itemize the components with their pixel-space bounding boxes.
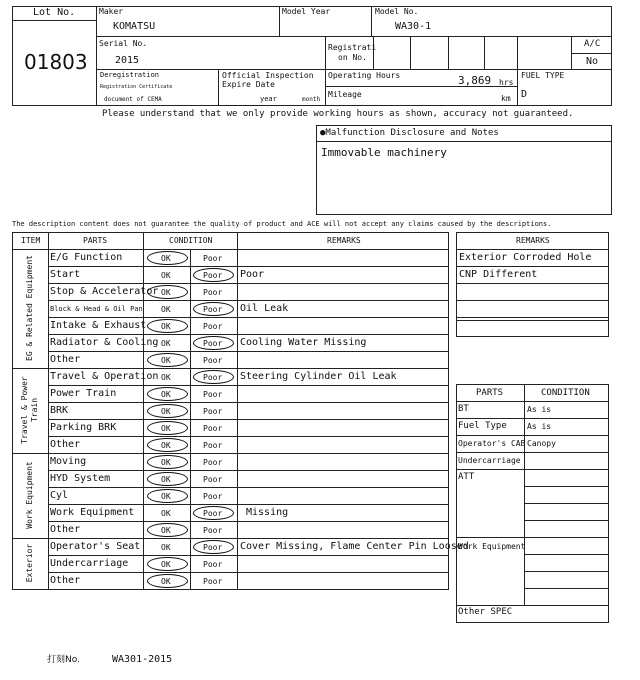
right-remark-line: CNP Different <box>459 269 538 280</box>
fuel-type-value: D <box>521 89 528 100</box>
row-part: Radiator & Cooling <box>50 337 159 348</box>
condition-ok[interactable]: OK <box>161 254 171 263</box>
row-part: Travel & Operation <box>50 371 159 382</box>
mileage-label: Mileage <box>328 90 362 99</box>
spec-part: Fuel Type <box>458 421 507 431</box>
serial-value: 2015 <box>115 55 140 66</box>
row-part: E/G Function <box>50 252 123 263</box>
condition-poor[interactable]: Poor <box>203 288 223 297</box>
condition-poor[interactable]: Poor <box>203 356 223 365</box>
right-remarks-header: REMARKS <box>516 236 550 245</box>
model-year-label: Model Year <box>282 7 331 16</box>
group-work-equipment: Work Equipment <box>25 460 34 529</box>
row-remark: Steering Cylinder Oil Leak <box>240 371 397 382</box>
right-remark-line: Exterior Corroded Hole <box>459 252 592 263</box>
table-row <box>0 573 448 590</box>
group-travel-power: Travel & Power Train <box>20 375 39 444</box>
model-no-value: WA30-1 <box>395 21 432 32</box>
maker-label: Maker <box>99 7 124 16</box>
condition-ok[interactable]: OK <box>161 390 171 399</box>
condition-poor[interactable]: Poor <box>203 577 223 586</box>
spec-parts-header: PARTS <box>476 388 504 398</box>
table-row <box>0 437 448 454</box>
condition-poor[interactable]: Poor <box>203 560 223 569</box>
row-remark: Cooling Water Missing <box>240 337 367 348</box>
spec-other-label: Other SPEC <box>458 607 513 617</box>
table-row <box>0 454 448 471</box>
col-header-remarks: REMARKS <box>327 236 361 245</box>
row-part: Other <box>50 575 81 586</box>
row-part: Start <box>50 269 81 280</box>
row-part: Other <box>50 524 81 535</box>
condition-ok[interactable]: OK <box>161 458 171 467</box>
operating-hours-value: 3,869 <box>458 74 492 87</box>
table-row <box>0 403 448 420</box>
selection-circle <box>147 438 188 452</box>
condition-ok[interactable]: OK <box>161 288 171 297</box>
condition-poor[interactable]: Poor <box>203 543 223 552</box>
condition-poor[interactable]: Poor <box>203 526 223 535</box>
row-part: Moving <box>50 456 87 467</box>
row-part: Cyl <box>50 490 69 501</box>
lot-label: Lot No. <box>33 7 76 18</box>
condition-poor[interactable]: Poor <box>203 390 223 399</box>
inspection-label-1: Official Inspection <box>222 71 314 80</box>
registration-label-2: on No. <box>338 53 367 62</box>
spec-part: Operator's CAB <box>458 439 526 448</box>
row-remark: Poor <box>240 269 265 280</box>
row-part: Operator's Seat <box>50 541 141 552</box>
selection-circle <box>147 489 188 503</box>
condition-ok[interactable]: OK <box>161 543 171 552</box>
selection-circle <box>147 353 188 367</box>
row-remark: Missing <box>246 507 289 518</box>
spec-part: BT <box>458 404 469 414</box>
row-part: Block & Head & Oil Pan <box>50 305 143 313</box>
table-row <box>0 488 448 505</box>
selection-circle <box>147 557 188 571</box>
year-label: year <box>260 95 277 103</box>
ac-label: A/C <box>584 39 601 49</box>
cema-label: document of CEMA <box>104 96 162 103</box>
inspection-label-2: Expire Date <box>222 80 275 89</box>
condition-ok[interactable]: OK <box>161 492 171 501</box>
table-row <box>0 250 448 267</box>
row-part: HYD System <box>50 473 111 484</box>
table-row <box>0 369 448 386</box>
ac-value: No <box>586 56 599 67</box>
condition-poor[interactable]: Poor <box>203 441 223 450</box>
condition-ok[interactable]: OK <box>161 271 171 280</box>
footer-label: 打刻No. <box>47 655 80 665</box>
selection-circle <box>193 268 234 282</box>
condition-poor[interactable]: Poor <box>203 373 223 382</box>
row-part: Parking BRK <box>50 422 117 433</box>
registration-certificate-label: Registration Certificate <box>100 84 173 90</box>
condition-ok[interactable]: OK <box>161 526 171 535</box>
row-part: Stop & Accelerator <box>50 286 159 297</box>
spec-part: ATT <box>458 472 475 482</box>
condition-poor[interactable]: Poor <box>203 254 223 263</box>
table-row <box>0 267 448 284</box>
condition-ok[interactable]: OK <box>161 373 171 382</box>
selection-circle <box>147 387 188 401</box>
serial-label: Serial No. <box>99 39 148 48</box>
selection-circle <box>147 455 188 469</box>
lot-number: 01803 <box>24 50 88 74</box>
row-part: Undercarriage <box>50 558 129 569</box>
condition-poor[interactable]: Poor <box>203 492 223 501</box>
table-row <box>0 539 469 556</box>
condition-ok[interactable]: OK <box>161 441 171 450</box>
condition-poor[interactable]: Poor <box>203 458 223 467</box>
table-row <box>0 301 448 318</box>
condition-ok[interactable]: OK <box>161 305 171 314</box>
month-label: month <box>302 96 321 103</box>
row-part: Work Equipment <box>50 507 135 518</box>
condition-ok[interactable]: OK <box>161 424 171 433</box>
condition-poor[interactable]: Poor <box>203 322 223 331</box>
condition-poor[interactable]: Poor <box>203 424 223 433</box>
condition-ok[interactable]: OK <box>161 475 171 484</box>
model-no-label: Model No. <box>375 7 419 16</box>
selection-circle <box>147 319 188 333</box>
selection-circle <box>147 472 188 486</box>
registration-label-1: Registrati <box>328 43 377 52</box>
condition-poor[interactable]: Poor <box>203 305 223 314</box>
condition-ok[interactable]: OK <box>161 322 171 331</box>
row-part: Other <box>50 354 81 365</box>
row-part: Power Train <box>50 388 117 399</box>
condition-poor[interactable]: Poor <box>203 509 223 518</box>
table-row <box>0 318 448 335</box>
table-row <box>0 522 448 539</box>
row-remark: Oil Leak <box>240 303 289 314</box>
selection-circle <box>147 574 188 588</box>
spec-condition: As is <box>527 405 552 414</box>
spec-work-equipment-label: Work Equipment <box>458 542 526 551</box>
malfunction-text: Immovable machinery <box>321 146 447 159</box>
selection-circle <box>193 540 234 554</box>
table-row <box>0 284 448 301</box>
selection-circle <box>193 336 234 350</box>
condition-ok[interactable]: OK <box>161 509 171 518</box>
condition-ok[interactable]: OK <box>161 356 171 365</box>
row-part: Other <box>50 439 81 450</box>
malfunction-title: ●Malfunction Disclosure and Notes <box>320 128 499 138</box>
condition-poor[interactable]: Poor <box>203 339 223 348</box>
table-row <box>0 505 448 522</box>
selection-circle <box>147 251 188 265</box>
spec-condition: As is <box>527 422 552 431</box>
table-row <box>0 335 448 352</box>
operating-hours-label: Operating Hours <box>328 71 401 80</box>
spec-part: Undercarriage <box>458 456 521 465</box>
spec-condition: Canopy <box>527 439 556 448</box>
table-row <box>0 471 448 488</box>
condition-ok[interactable]: OK <box>161 577 171 586</box>
maker-value: KOMATSU <box>113 21 156 32</box>
col-header-item: ITEM <box>21 236 41 245</box>
deregistration-label: Deregistration <box>100 71 160 79</box>
selection-circle <box>147 523 188 537</box>
hrs-unit: hrs <box>499 78 514 87</box>
selection-circle <box>193 506 234 520</box>
row-remark: Cover Missing, Flame Center Pin Loosed <box>240 541 469 552</box>
condition-ok[interactable]: OK <box>161 560 171 569</box>
km-unit: km <box>501 94 511 103</box>
selection-circle <box>147 285 188 299</box>
spec-condition-header: CONDITION <box>541 388 590 398</box>
selection-circle <box>147 421 188 435</box>
row-part: BRK <box>50 405 69 416</box>
condition-ok[interactable]: OK <box>161 407 171 416</box>
hours-notice: Please understand that we only provide working hours as shown, accuracy not guaranteed. <box>102 109 574 119</box>
footer-value: WA301-2015 <box>112 654 173 665</box>
group-exterior: Exterior <box>25 543 34 582</box>
selection-circle <box>147 404 188 418</box>
table-row <box>0 556 448 573</box>
table-row <box>0 352 448 369</box>
row-part: Intake & Exhaust <box>50 320 147 331</box>
fuel-type-label: FUEL TYPE <box>521 71 565 80</box>
table-row <box>0 420 448 437</box>
condition-poor[interactable]: Poor <box>203 271 223 280</box>
disclaimer: The description content does not guarantee the quality of product and ACE will not accept any claims caused by the descriptions. <box>12 220 552 228</box>
col-header-parts: PARTS <box>83 236 108 245</box>
selection-circle <box>193 370 234 384</box>
group-eg-related: EG & Related Equipment <box>25 255 34 361</box>
condition-ok[interactable]: OK <box>161 339 171 348</box>
col-header-condition: CONDITION <box>169 236 213 245</box>
selection-circle <box>193 302 234 316</box>
table-row <box>0 386 448 403</box>
condition-poor[interactable]: Poor <box>203 407 223 416</box>
condition-poor[interactable]: Poor <box>203 475 223 484</box>
